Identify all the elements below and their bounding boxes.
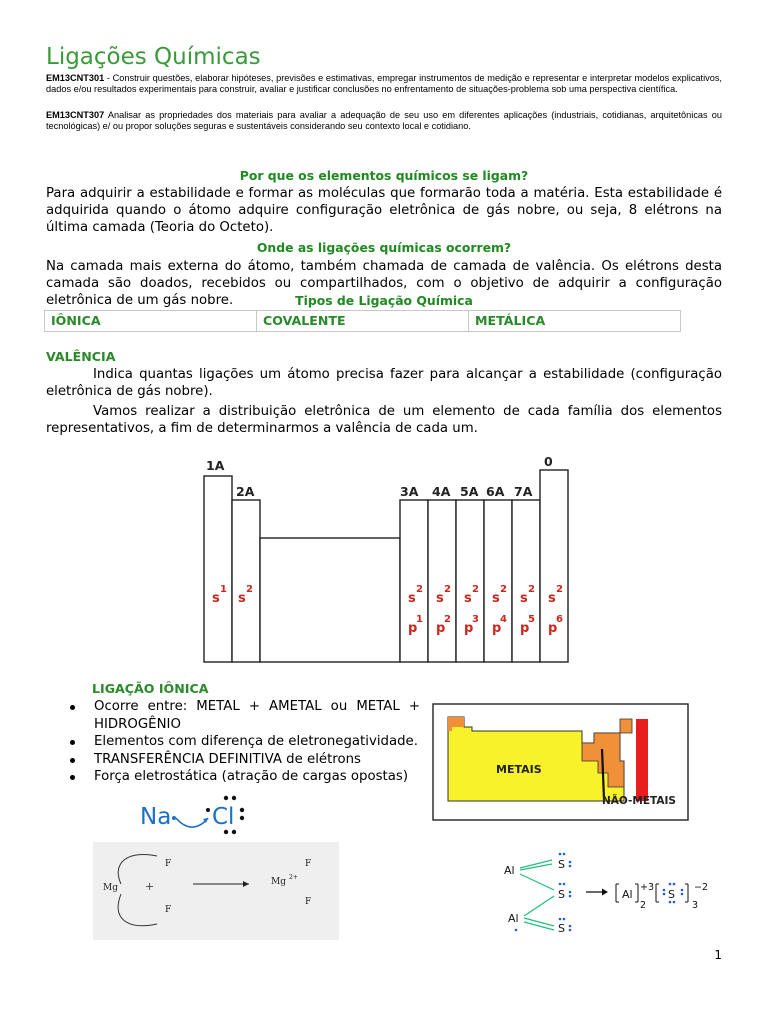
page-number: 1 [714,948,722,962]
group-label-4a: 4A [432,484,451,499]
p-sup-4a: 2 [444,614,451,625]
group-label-6a: 6A [486,484,505,499]
nacl-lewis-diagram [136,790,248,840]
s-label-7a: s [520,591,528,606]
s-symbol-3: S [558,922,565,935]
mg-ion-symbol: Mg [271,877,286,887]
question-why: Por que os elementos químicos se ligam? [239,168,529,183]
s-label-3a: s [408,591,416,606]
s-sup-1a: 1 [220,584,227,595]
p-label-3a: p [408,621,418,636]
group-7a-column [512,500,540,662]
group-label-7a: 7A [514,484,533,499]
al-symbol-bottom: Al [508,912,519,925]
skill-2-code: EM13CNT307 [46,110,105,120]
s-symbol-2: S [558,888,565,901]
nao-metais-label: NÃO-METAIS [602,795,676,807]
bond-type-ionica: IÔNICA [45,311,257,331]
p-label-4a: p [436,621,446,636]
ionica-heading: LIGAÇÃO IÔNICA [92,681,209,696]
p-sup-3a: 1 [416,614,423,625]
f-ion-bottom: F [305,897,312,907]
s-ion-symbol: S [668,888,675,901]
na-symbol: Na [140,804,172,830]
plus-sign: + [145,880,155,893]
al-ion-subscript: 2 [640,900,647,911]
question-where: Onde as ligações químicas ocorrem? [256,240,512,255]
mg-symbol: Mg [103,883,118,893]
paragraph-why: Para adquirir a estabilidade e formar as moléculas que formarão toda a matéria. Esta estabilidade é adquirida quando o átomo adquire configuração eletrônica de gás nobre, ou seja, 8 elétrons na última camada (Teoria do Octeto). [46,186,722,235]
group-label-1a: 1A [206,458,225,473]
p-sup-5a: 3 [472,614,479,625]
group-label-2a: 2A [236,484,255,499]
al-ion-charge: +3 [640,882,655,893]
s-label-5a: s [464,591,472,606]
group-3a-column [400,500,428,662]
f-symbol-top: F [165,859,172,869]
group-4a-column [428,500,456,662]
s-label-0: s [548,591,556,606]
periodic-table-diagram [200,452,572,666]
cl-symbol: Cl [212,804,235,830]
s-sup-2a: 2 [246,584,253,595]
s-label-1a: s [212,591,220,606]
skill-1 [46,73,722,94]
ionica-bullet-3: TRANSFERÊNCIA DEFINITIVA de elétrons [68,751,420,769]
skill-1-text: - Construir questões, elaborar hipóteses, previsões e estimativas, empregar instrumentos de medição e representar e interpretar modelos explicativos, dados e/ou resultados experimentais para construir, avaliar e justificar conclusões no enfrentamento de situações-problema sob uma perspectiva científica. [46,73,722,94]
bond-types-table [44,310,681,332]
ionica-bullet-list [68,698,420,786]
al-ion-symbol: Al [622,888,633,901]
bond-type-covalente: COVALENTE [257,311,469,331]
ionica-bullet-2: Elementos com diferença de eletronegatividade. [68,733,420,751]
p-label-6a: p [492,621,502,636]
al2s3-diagram [502,846,720,936]
group-1a-column [204,476,232,662]
question-types: Tipos de Ligação Química [295,293,473,308]
p-label-7a: p [520,621,530,636]
group-5a-column [456,500,484,662]
valencia-heading: VALÊNCIA [46,349,116,364]
s-ion-charge: −2 [694,882,709,893]
s-label-4a: s [436,591,444,606]
paragraph-where: Na camada mais externa do átomo, também chamada de camada de valência. Os elétrons desta camada são doados, recebidos ou compartilhados, com o objetivo de adquirir a configuração eletrônica de um gás nobre. [46,259,722,308]
group-label-0: 0 [544,454,553,469]
s-symbol-1: S [558,858,565,871]
group-2a-column [232,500,260,662]
mg-ion-charge: 2+ [289,874,298,881]
metais-label: METAIS [496,763,542,776]
p-sup-7a: 5 [528,614,535,625]
valencia-paragraph-2: Vamos realizar a distribuição eletrônica de um elemento de cada família dos elementos representativos, a fim de determinarmos a valência de cada um. [46,404,722,436]
p-sup-0: 6 [556,614,563,625]
metais-nao-metais-diagram [432,703,689,821]
group-6a-column [484,500,512,662]
s-sup-7a: 2 [528,584,535,595]
ionica-bullet-4: Força eletrostática (atração de cargas opostas) [68,768,420,786]
p-label-5a: p [464,621,474,636]
skill-1-code: EM13CNT301 [46,73,105,83]
al-symbol-top: Al [504,864,515,877]
f-ion-top: F [305,859,312,869]
noble-gas-bar [636,719,648,801]
s-sup-4a: 2 [444,584,451,595]
mgf2-diagram [93,842,339,940]
s-sup-3a: 2 [416,584,423,595]
valencia-paragraph-1: Indica quantas ligações um átomo precisa fazer para alcançar a estabilidade (configuração eletrônica de gás nobre). [46,367,722,399]
skill-2 [46,110,722,131]
p-label-0: p [548,621,558,636]
s-sup-6a: 2 [500,584,507,595]
group-label-5a: 5A [460,484,479,499]
ionica-bullet-1: Ocorre entre: METAL + AMETAL ou METAL + HIDROGÊNIO [68,698,420,733]
p-sup-6a: 4 [500,614,507,625]
f-symbol-bottom: F [165,905,172,915]
s-sup-5a: 2 [472,584,479,595]
bond-type-metalica: METÁLICA [475,313,546,328]
s-label-2a: s [238,591,246,606]
s-ion-subscript: 3 [692,900,699,911]
group-label-3a: 3A [400,484,419,499]
s-sup-0: 2 [556,584,563,595]
s-label-6a: s [492,591,500,606]
skill-2-text: Analisar as propriedades dos materiais para avaliar a adequação de seu uso em diferentes aplicações (industriais, cotidianas, arquitetônicas ou tecnológicas) e/ ou propor soluções seguras e sustentáveis considerando seu contexto local e cotidiano. [46,110,722,131]
transition-block [260,538,400,662]
page-title: Ligações Químicas [46,44,261,70]
